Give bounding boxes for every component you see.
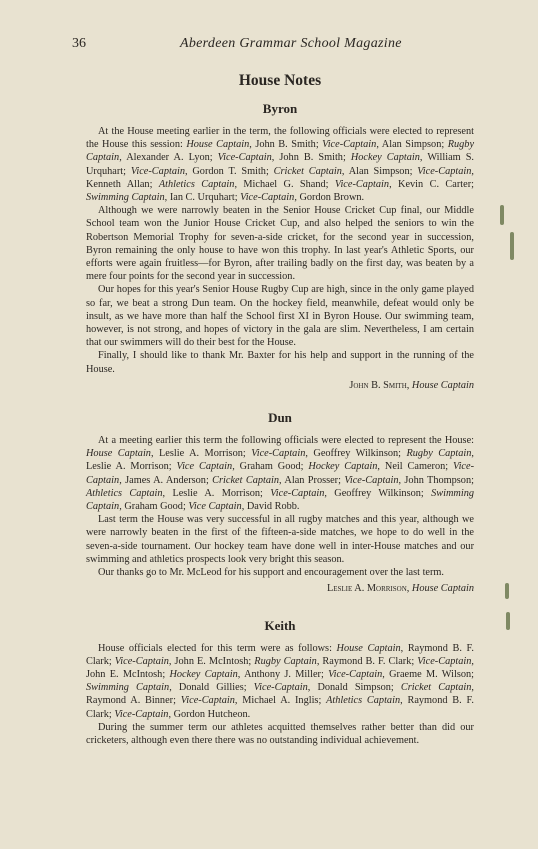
article-body	[86, 72, 474, 747]
paragraph: Last term the House was very successful in all rugby matches and this year, although we were narrowly beaten in the first of the fifteen-a-side matches, we hope to do well in the seven-a-side tournament. Our hockey team have done well in inter-House matches and our swimming and athletics prospects look very bright this season.	[86, 514, 474, 565]
signature-role: House Captain	[411, 379, 474, 391]
paragraph: At the House meeting earlier in the term, the following officials were elected to represent the House this session: House Captain, John B. Smith; Vice-Captain, Alan Simpson; Rugby Captain, Alexander A. Lyon; Vice-Captain, John B. Smith; Hockey Captain, William S. Urquhart; Vice-Captain, Gordon T. Smith; Cricket Captain, Alan Simpson; Vice-Captain, Kenneth Allan; Athletics Captain, Michael G. Shand; Vice-Captain, Kevin C. Carter; Swimming Captain, Ian C. Urquhart; Vice-Captain, Gordon Brown.	[86, 126, 475, 204]
magazine-title: Aberdeen Grammar School Magazine	[180, 36, 402, 51]
paragraph: During the summer term our athletes acquitted themselves rather better than did our cricketers, although even there there was no outstanding individual achievement.	[86, 721, 474, 746]
signature-name: Leslie A. Morrison	[326, 583, 407, 595]
section-byron	[86, 101, 474, 392]
section-dun	[86, 410, 474, 595]
signature: Leslie A. Morrison, House Captain	[326, 583, 474, 595]
article-title: House Notes	[238, 72, 322, 89]
paragraph: Our hopes for this year's Senior House Rugby Cup are high, since in the only game played so far, we beat a strong Dun team. On the hockey field, meanwhile, defeat would only be insult, as we have more than half the School first XI in Byron House. Our swimming team, however, is not strong, and hopes of victory in the gala are slim. Nevertheless, I am certain that our swimmers will do their best for the House.	[86, 284, 474, 349]
margin-mark	[510, 232, 514, 260]
paragraph: Although we were narrowly beaten in the Senior House Cricket Cup final, our Middle School team won the Junior House Cricket Cup, and also helped the seniors to win the Robertson Memorial Trophy for seven-a-side cricket, for the second year in succession, Byron remaining the only house to have won this trophy. In last year's Athletic Sports, our efforts were again fruitless—for Byron, after trailing badly on the first day, was beaten by a mere four points for the second year in succession.	[86, 205, 474, 283]
signature-name: John B. Smith	[349, 379, 407, 391]
paragraph: Our thanks go to Mr. McLeod for his support and encouragement over the last term.	[98, 567, 445, 579]
section-keith	[86, 618, 474, 748]
paragraph: Finally, I should like to thank Mr. Baxter for his help and support in the running of the House.	[86, 350, 474, 375]
paragraph: At a meeting earlier this term the following officials were elected to represent the House: House Captain, Leslie A. Morrison; Vice-Captain, Geoffrey Wilkinson; Rugby Captain, Leslie A. Morrison; Vice Captain, Graham Good; Hockey Captain, Neil Cameron; Vice-Captain, James A. Anderson; Cricket Captain, Alan Prosser; Vice-Captain, John Thompson; Athletics Captain, Leslie A. Morrison; Vice-Captain, Geoffrey Wilkinson; Swimming Captain, Graham Good; Vice Captain, David Robb.	[86, 435, 475, 513]
signature-role: House Captain	[411, 583, 474, 595]
margin-mark	[506, 612, 510, 630]
section-heading: Byron	[262, 101, 298, 116]
signature: John B. Smith, House Captain	[349, 379, 474, 391]
margin-mark	[505, 583, 509, 599]
paragraph: House officials elected for this term were as follows: House Captain, Raymond B. F. Clark; Vice-Captain, John E. McIntosh; Rugby Captain, Raymond B. F. Clark; Vice-Captain, John E. McIntosh; Hockey Captain, Anthony J. Miller; Vice-Captain, Graeme M. Wilson; Swimming Captain, Donald Gillies; Vice-Captain, Donald Simpson; Cricket Captain, Raymond A. Binner; Vice-Captain, Michael A. Inglis; Athletics Captain, Raymond B. F. Clark; Vice-Captain, Gordon Hutcheon.	[86, 642, 474, 720]
page-number: 36	[72, 36, 86, 51]
margin-mark	[500, 205, 504, 225]
section-heading: Keith	[264, 617, 296, 633]
section-heading: Dun	[268, 410, 292, 426]
running-head	[72, 36, 482, 52]
